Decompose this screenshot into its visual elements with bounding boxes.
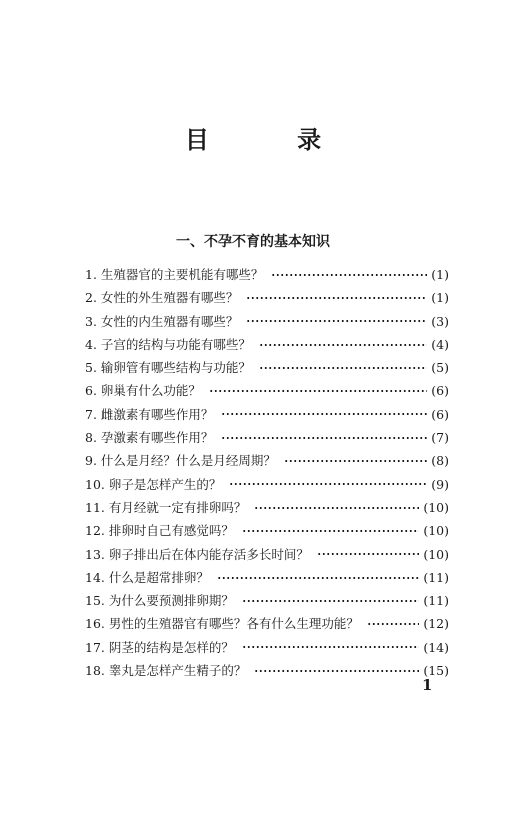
toc-entry[interactable] bbox=[85, 426, 449, 449]
dot-leader bbox=[259, 366, 427, 370]
toc-entry-page: (10) bbox=[423, 523, 449, 539]
toc-entry[interactable] bbox=[85, 310, 449, 333]
toc-entry-page: (5) bbox=[431, 360, 449, 376]
toc-entry-title: 2. 女性的外生殖器有哪些？ bbox=[85, 290, 239, 306]
toc-entry[interactable] bbox=[85, 356, 449, 379]
toc-entry[interactable] bbox=[85, 379, 449, 402]
toc-entry-title: 5. 输卵管有哪些结构与功能？ bbox=[85, 360, 251, 376]
dot-leader bbox=[246, 319, 427, 323]
toc-entry-page: (1) bbox=[431, 290, 449, 306]
dot-leader bbox=[221, 436, 427, 440]
toc-entry-title: 7. 雌激素有哪些作用？ bbox=[85, 406, 214, 422]
toc-entry-page: (6) bbox=[431, 383, 449, 399]
dot-leader bbox=[284, 459, 427, 463]
toc-entry-page: (7) bbox=[431, 430, 449, 446]
toc-entry[interactable] bbox=[85, 659, 449, 682]
toc-entry-page: (10) bbox=[423, 499, 449, 515]
toc-entry[interactable] bbox=[85, 449, 449, 472]
table-of-contents bbox=[85, 263, 449, 682]
toc-entry-title: 9. 什么是月经？什么是月经周期？ bbox=[85, 453, 276, 469]
section-heading: 一、不孕不育的基本知识 bbox=[176, 234, 330, 250]
dot-leader bbox=[254, 669, 419, 673]
toc-entry-title: 4. 子宫的结构与功能有哪些？ bbox=[85, 336, 251, 352]
toc-entry[interactable] bbox=[85, 519, 449, 542]
toc-entry-title: 8. 孕激素有哪些作用？ bbox=[85, 430, 214, 446]
toc-entry-page: (6) bbox=[431, 406, 449, 422]
dot-leader bbox=[259, 343, 427, 347]
toc-entry[interactable] bbox=[85, 543, 449, 566]
toc-entry-title: 12. 排卵时自己有感觉吗？ bbox=[85, 523, 234, 539]
toc-entry[interactable] bbox=[85, 636, 449, 659]
toc-entry-title: 13. 卵子排出后在体内能存活多长时间？ bbox=[85, 546, 309, 562]
dot-leader bbox=[242, 599, 419, 603]
toc-entry-page: (11) bbox=[423, 593, 449, 609]
toc-entry[interactable] bbox=[85, 473, 449, 496]
toc-entry-page: (11) bbox=[423, 569, 449, 585]
toc-entry-title: 11. 有月经就一定有排卵吗？ bbox=[85, 499, 247, 515]
toc-entry[interactable] bbox=[85, 496, 449, 519]
dot-leader bbox=[271, 273, 427, 277]
page-number: 1 bbox=[422, 676, 433, 694]
dot-leader bbox=[254, 506, 419, 510]
toc-entry-page: (1) bbox=[431, 267, 449, 282]
toc-entry-page: (8) bbox=[431, 453, 449, 469]
toc-entry-page: (12) bbox=[423, 616, 449, 632]
toc-entry[interactable] bbox=[85, 333, 449, 356]
dot-leader bbox=[242, 529, 419, 533]
toc-entry-title: 6. 卵巢有什么功能？ bbox=[85, 383, 201, 399]
toc-entry[interactable] bbox=[85, 403, 449, 426]
dot-leader bbox=[246, 296, 427, 300]
toc-entry-title: 3. 女性的内生殖器有哪些？ bbox=[85, 313, 239, 329]
page-title: 目 录 bbox=[184, 126, 362, 154]
toc-entry[interactable] bbox=[85, 612, 449, 635]
toc-entry-page: (4) bbox=[431, 336, 449, 352]
toc-entry[interactable] bbox=[85, 263, 449, 286]
dot-leader bbox=[317, 552, 419, 556]
toc-entry-title: 14. 什么是超常排卵？ bbox=[85, 569, 209, 585]
dot-leader bbox=[229, 482, 427, 486]
dot-leader bbox=[367, 622, 419, 626]
toc-entry[interactable] bbox=[85, 286, 449, 309]
toc-entry-page: (15) bbox=[423, 663, 449, 679]
toc-entry-title: 1. 生殖器官的主要机能有哪些？ bbox=[85, 267, 264, 282]
toc-entry-title: 10. 卵子是怎样产生的？ bbox=[85, 476, 222, 492]
toc-entry-page: (10) bbox=[423, 546, 449, 562]
toc-entry[interactable] bbox=[85, 566, 449, 589]
toc-entry-title: 16. 男性的生殖器官有哪些？各有什么生理功能？ bbox=[85, 616, 359, 632]
toc-entry-page: (9) bbox=[431, 476, 449, 492]
toc-entry-page: (14) bbox=[423, 639, 449, 655]
toc-entry-title: 17. 阴茎的结构是怎样的？ bbox=[85, 639, 234, 655]
toc-entry[interactable] bbox=[85, 589, 449, 612]
dot-leader bbox=[221, 412, 427, 416]
dot-leader bbox=[209, 389, 427, 393]
toc-entry-title: 15. 为什么要预测排卵期？ bbox=[85, 593, 234, 609]
toc-entry-page: (3) bbox=[431, 313, 449, 329]
dot-leader bbox=[242, 645, 419, 649]
toc-entry-title: 18. 睾丸是怎样产生精子的？ bbox=[85, 663, 247, 679]
dot-leader bbox=[217, 576, 419, 580]
